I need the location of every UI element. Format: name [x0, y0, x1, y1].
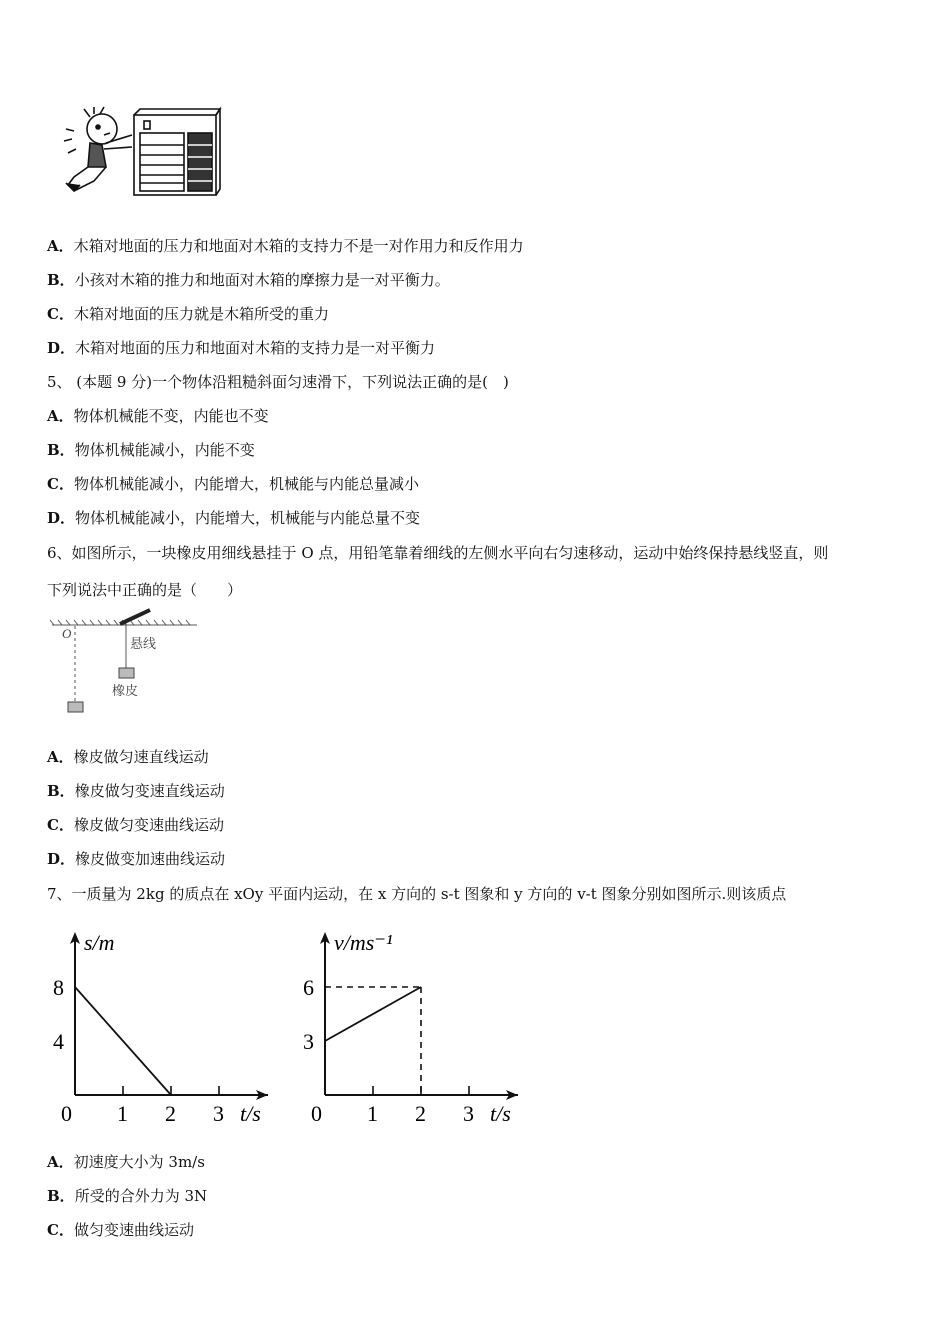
option-letter: B． — [47, 441, 75, 459]
option-letter: B． — [47, 782, 75, 800]
option-letter: C． — [47, 816, 74, 834]
x-tick-label: 3 — [463, 1101, 474, 1126]
option-text: 小孩对木箱的推力和地面对木箱的摩擦力是一对平衡力。 — [74, 271, 450, 289]
q6-option-d[interactable] — [47, 849, 225, 869]
eraser — [119, 668, 134, 678]
child-pushing-box-illustration — [60, 105, 230, 200]
option-text: 所受的合外力为 3N — [74, 1187, 208, 1205]
option-letter: D． — [47, 339, 76, 357]
x-tick-label: 2 — [165, 1101, 176, 1126]
q6-option-a[interactable] — [47, 747, 209, 767]
y-axis-label: v/ms⁻¹ — [334, 930, 393, 955]
q7-stem: 7、一质量为 2kg 的质点在 xOy 平面内运动，在 x 方向的 s-t 图象和 y 方向的 v-t 图象分别如图所示.则该质点 — [47, 885, 787, 903]
q7-option-c[interactable] — [47, 1220, 194, 1240]
series-line — [75, 987, 171, 1095]
series-line — [325, 987, 421, 1041]
initial-eraser — [68, 702, 83, 712]
q4-option-a[interactable] — [47, 236, 524, 256]
v-t-chart — [290, 920, 530, 1130]
option-letter: B． — [47, 1187, 75, 1205]
option-text: 木箱对地面的压力和地面对木箱的支持力是一对平衡力 — [75, 339, 436, 357]
option-text: 物体机械能减小，内能不变 — [74, 441, 255, 459]
q7-option-b[interactable] — [47, 1186, 207, 1206]
y-tick-label: 3 — [303, 1029, 314, 1054]
q6-stem-line2: 下列说法中正确的是（ ） — [47, 581, 243, 599]
pencil — [120, 610, 150, 624]
x-tick-label: 1 — [117, 1101, 128, 1126]
q7-option-a[interactable] — [47, 1152, 205, 1172]
option-letter: C． — [47, 475, 74, 493]
q4-option-b[interactable] — [47, 270, 450, 290]
q6-option-b[interactable] — [47, 781, 225, 801]
x-tick-label: 2 — [415, 1101, 426, 1126]
point-o-label: O — [62, 626, 72, 641]
q5-option-b[interactable] — [47, 440, 255, 460]
option-text: 橡皮做匀变速直线运动 — [74, 782, 225, 800]
q6-option-c[interactable] — [47, 815, 224, 835]
x-tick-label: 0 — [61, 1101, 72, 1126]
s-t-chart — [40, 920, 280, 1130]
option-letter: D． — [47, 850, 76, 868]
q4-option-d[interactable] — [47, 338, 435, 358]
option-letter: A． — [47, 237, 74, 255]
q4-option-c[interactable] — [47, 304, 329, 324]
x-axis-label: t/s — [240, 1101, 261, 1126]
option-text: 橡皮做变加速曲线运动 — [75, 850, 226, 868]
eraser-label: 橡皮 — [112, 683, 139, 698]
x-tick-label: 1 — [367, 1101, 378, 1126]
option-letter: A． — [47, 407, 74, 425]
q5-stem: 5、 (本题 9 分)一个物体沿粗糙斜面匀速滑下，下列说法正确的是( ) — [47, 373, 509, 391]
q6-eraser-figure — [52, 612, 202, 717]
option-letter: A． — [47, 748, 74, 766]
option-text: 做匀变速曲线运动 — [73, 1221, 194, 1239]
option-text: 木箱对地面的压力和地面对木箱的支持力不是一对作用力和反作用力 — [73, 237, 524, 255]
x-tick-label: 3 — [213, 1101, 224, 1126]
option-text: 初速度大小为 3m/s — [73, 1153, 205, 1171]
option-text: 橡皮做匀速直线运动 — [73, 748, 209, 766]
option-letter: B． — [47, 271, 75, 289]
option-letter: D． — [47, 509, 76, 527]
option-text: 物体机械能不变，内能也不变 — [73, 407, 269, 425]
q5-option-c[interactable] — [47, 474, 419, 494]
option-text: 木箱对地面的压力就是木箱所受的重力 — [73, 305, 329, 323]
option-letter: C． — [47, 305, 74, 323]
y-tick-label: 8 — [53, 975, 64, 1000]
q6-stem-line1: 6、如图所示，一块橡皮用细线悬挂于 O 点，用铅笔靠着细线的左侧水平向右匀速移动，运动中始终保持悬线竖直，则 — [47, 544, 829, 562]
option-text: 物体机械能减小，内能增大，机械能与内能总量减小 — [73, 475, 419, 493]
option-letter: A． — [47, 1153, 74, 1171]
q5-option-d[interactable] — [47, 508, 420, 528]
option-text: 物体机械能减小，内能增大，机械能与内能总量不变 — [75, 509, 421, 527]
x-axis-label: t/s — [490, 1101, 511, 1126]
q5-option-a[interactable] — [47, 406, 269, 426]
thread-label: 悬线 — [130, 636, 157, 651]
y-tick-label: 6 — [303, 975, 314, 1000]
option-letter: C． — [47, 1221, 74, 1239]
y-tick-label: 4 — [53, 1029, 64, 1054]
option-text: 橡皮做匀变速曲线运动 — [73, 816, 224, 834]
y-axis-label: s/m — [84, 930, 115, 955]
x-tick-label: 0 — [311, 1101, 322, 1126]
